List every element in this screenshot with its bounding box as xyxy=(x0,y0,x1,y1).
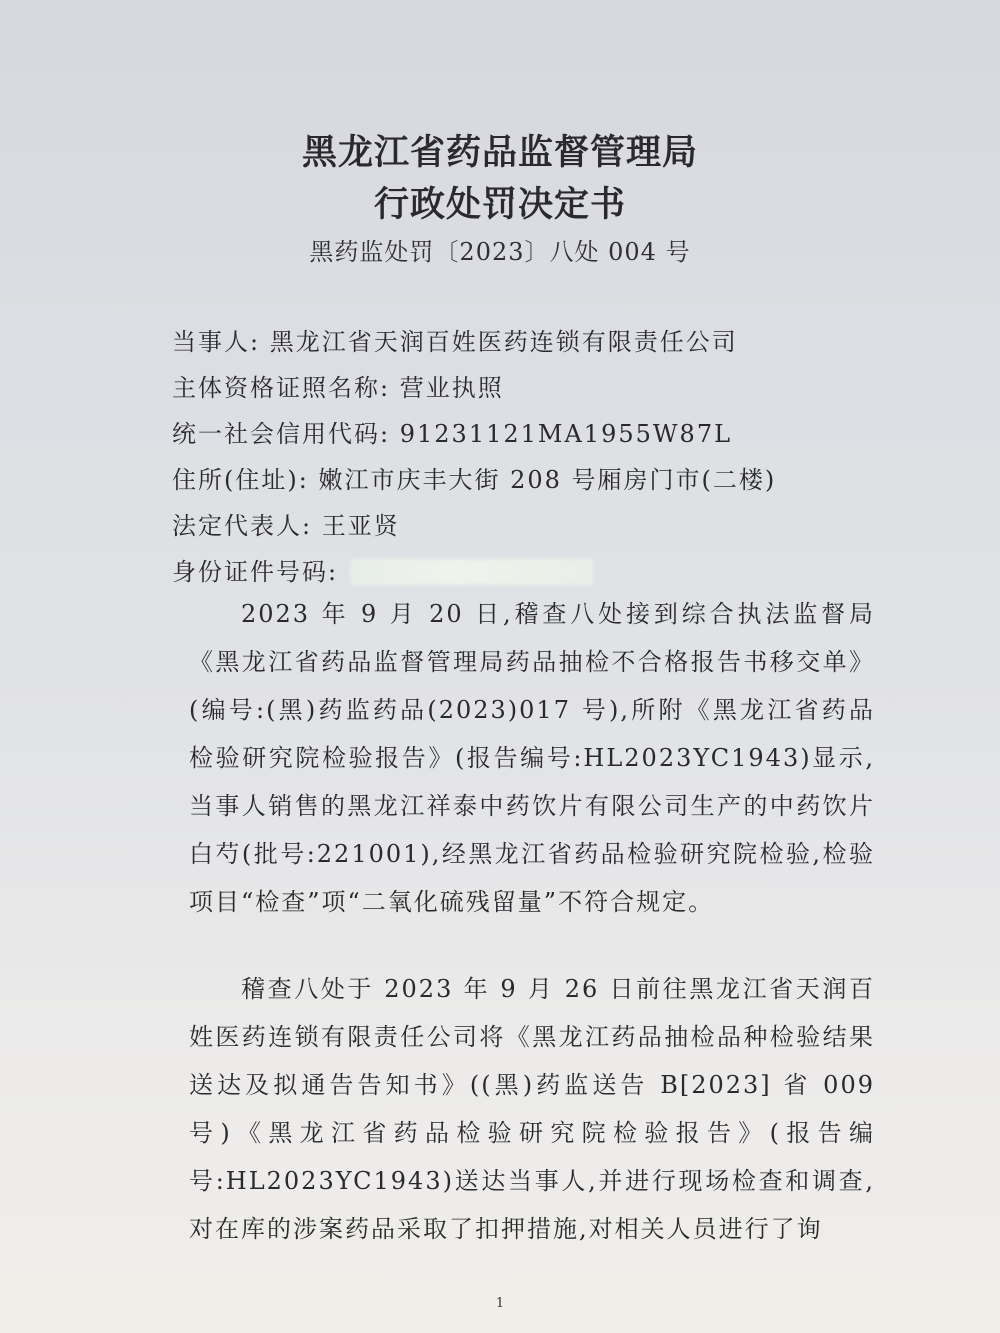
credit-code-line xyxy=(172,418,732,450)
paragraph-1: 2023 年 9 月 20 日,稽查八处接到综合执法监督局《黑龙江省药品监督管理局药品抽检不合格报告书移交单》(编号:(黑)药监药品(2023)017 号),所附《黑龙江省药品检验研究院检验报告》(报告编号:HL2023YC1943)显示,当事人销售的黑龙江祥泰中药饮片有限公司生产的中药饮片白芍(批号:221001),经黑龙江省药品检验研究院检验,检验项目“检查”项“二氧化硫残留量”不符合规定。 xyxy=(189,600,875,916)
document-number: 黑药监处罚〔2023〕八处 004 号 xyxy=(309,238,691,266)
party-value: 黑龙江省天润百姓医药连锁有限责任公司 xyxy=(269,328,738,356)
paragraph-2: 稽查八处于 2023 年 9 月 26 日前往黑龙江省天润百姓医药连锁有限责任公司将《黑龙江药品抽检品种检验结果送达及拟通告告知书》((黑)药监送告 B[2023] 省 009 号)《黑龙江省药品检验研究院检验报告》(报告编号:HL2023YC1943)送达当事人,并进行现场检查和调查,对在库的涉案药品采取了扣押措施,对相关人员进行了询 xyxy=(189,975,875,1243)
credit-code-value: 91231121MA1955W87L xyxy=(399,420,733,448)
license-label: 主体资格证照名称: xyxy=(172,374,391,402)
address-value: 嫩江市庆丰大街 208 号厢房门市(二楼) xyxy=(318,466,777,494)
credit-code-label: 统一社会信用代码: xyxy=(172,420,391,448)
legal-rep-label: 法定代表人: xyxy=(172,512,313,540)
party-line xyxy=(172,326,738,358)
document-title: 黑龙江省药品监督管理局 xyxy=(301,132,698,173)
license-line xyxy=(172,372,504,404)
page-number: 1 xyxy=(495,1296,505,1311)
document-subtitle: 行政处罚决定书 xyxy=(373,184,626,225)
party-label: 当事人: xyxy=(172,328,261,356)
address-label: 住所(住址): xyxy=(172,466,309,494)
id-number-label: 身份证件号码: xyxy=(172,558,339,586)
legal-rep-value: 王亚贤 xyxy=(321,512,400,540)
legal-rep-line xyxy=(172,510,400,542)
address-line xyxy=(172,464,776,496)
redacted-id-number xyxy=(350,559,593,585)
license-value: 营业执照 xyxy=(399,374,504,402)
id-number-line xyxy=(172,556,593,588)
